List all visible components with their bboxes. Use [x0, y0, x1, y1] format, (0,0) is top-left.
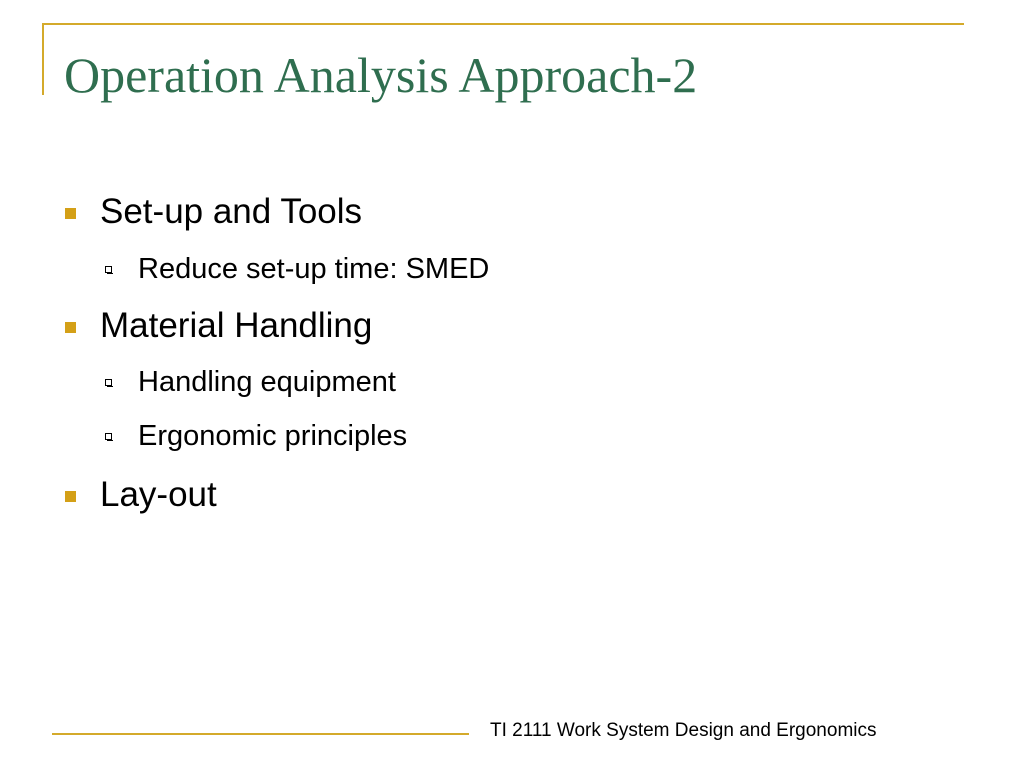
- bullet-text: Set-up and Tools: [100, 192, 363, 231]
- slide-title: Operation Analysis Approach-2: [64, 47, 698, 103]
- bullet-item: [100, 304, 372, 348]
- bullet-text: Material Handling: [100, 306, 373, 345]
- bullet-item: [100, 473, 217, 517]
- sub-bullet-text: Reduce set-up time: SMED: [138, 253, 490, 285]
- sub-bullet-item: [138, 417, 407, 455]
- sub-bullet-text: Handling equipment: [138, 366, 396, 398]
- sub-bullet-text: Ergonomic principles: [138, 420, 408, 452]
- sub-bullet-item: [138, 250, 489, 288]
- sub-bullet-item: [138, 363, 396, 401]
- hollow-square-bullet-icon: [105, 379, 112, 386]
- filled-square-bullet-icon: [65, 322, 76, 333]
- bullet-item: [100, 190, 362, 234]
- bullet-text: Lay-out: [100, 475, 217, 514]
- hollow-square-bullet-icon: [105, 266, 112, 273]
- footer-course-title: TI 2111 Work System Design and Ergonomics: [490, 720, 877, 741]
- filled-square-bullet-icon: [65, 491, 76, 502]
- footer-rule: [52, 733, 469, 735]
- hollow-square-bullet-icon: [105, 433, 112, 440]
- filled-square-bullet-icon: [65, 208, 76, 219]
